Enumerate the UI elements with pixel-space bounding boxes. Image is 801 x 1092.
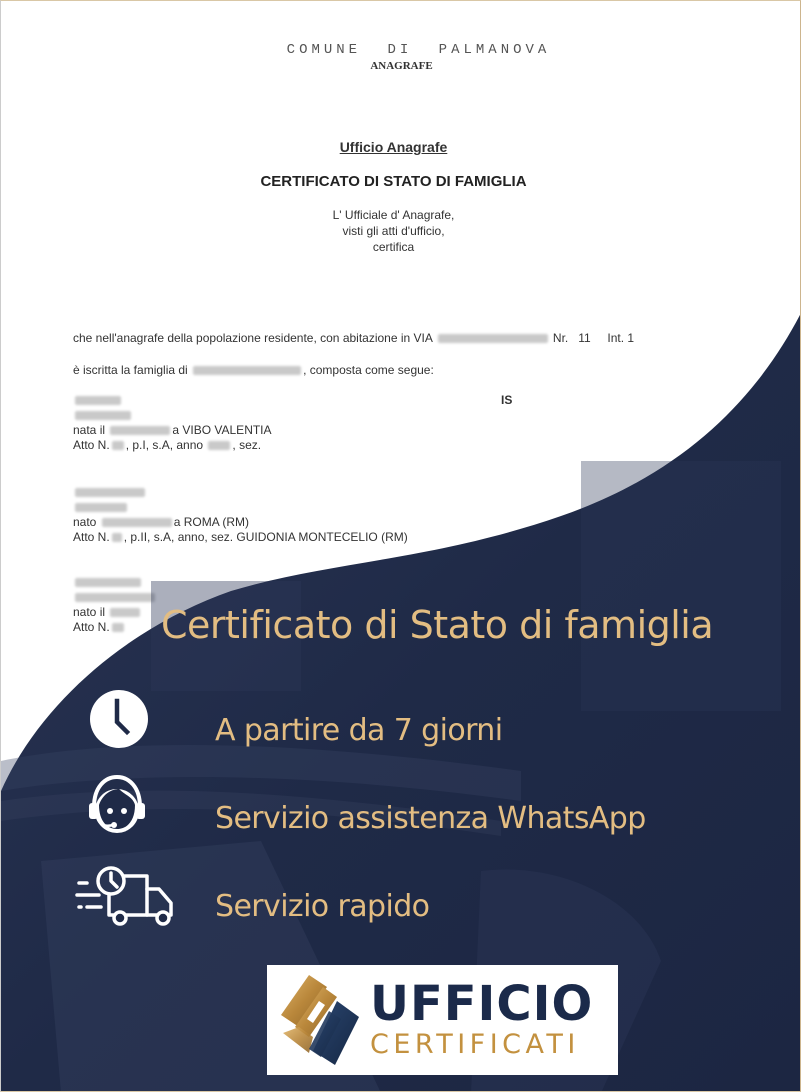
- family-member: nato a ROMA (RM) Atto N. , p.II, s.A, anno, sez. GUIDONIA MONTECELIO (RM): [73, 485, 408, 545]
- logo-line-certificati: CERTIFICATI: [370, 1029, 580, 1060]
- fast-delivery-truck-icon: [75, 863, 175, 927]
- logo-mark-icon: [279, 971, 364, 1069]
- banner-headline: Certificato di Stato di famiglia: [161, 603, 714, 647]
- document-title: CERTIFICATO DI STATO DI FAMIGLIA: [260, 173, 527, 190]
- office-title: Ufficio Anagrafe: [339, 139, 448, 155]
- intro-line: certifica: [372, 240, 415, 254]
- municipality-header: COMUNE DI PALMANOVA: [286, 42, 551, 58]
- logo-line-ufficio: UFFICIO: [370, 976, 594, 1032]
- clock-icon: [89, 689, 149, 749]
- family-line: è iscritta la famiglia di , composta come segue:: [73, 363, 434, 377]
- family-member: nata il a VIBO VALENTIA Atto N. , p.I, s.A, anno , sez.: [73, 393, 272, 453]
- feature-delivery-time: A partire da 7 giorni: [215, 713, 503, 748]
- intro-line: visti gli atti d'ufficio,: [342, 224, 445, 238]
- family-member: nato il Atto N.: [73, 575, 157, 635]
- ufficio-certificati-logo: [267, 965, 618, 1075]
- relation-code: IS: [501, 393, 513, 407]
- feature-fast-service: Servizio rapido: [215, 889, 430, 924]
- residence-line: che nell'anagrafe della popolazione residente, con abitazione in VIA Nr. 11 Int. 1: [73, 331, 635, 345]
- headset-support-icon: [85, 773, 149, 839]
- intro-line: L' Ufficiale d' Anagrafe,: [332, 208, 455, 222]
- logo-wordmark: [370, 976, 594, 1060]
- navy-wave-background: [1, 1, 801, 1092]
- feature-whatsapp-support: Servizio assistenza WhatsApp: [215, 801, 646, 836]
- department-header: ANAGRAFE: [370, 60, 433, 72]
